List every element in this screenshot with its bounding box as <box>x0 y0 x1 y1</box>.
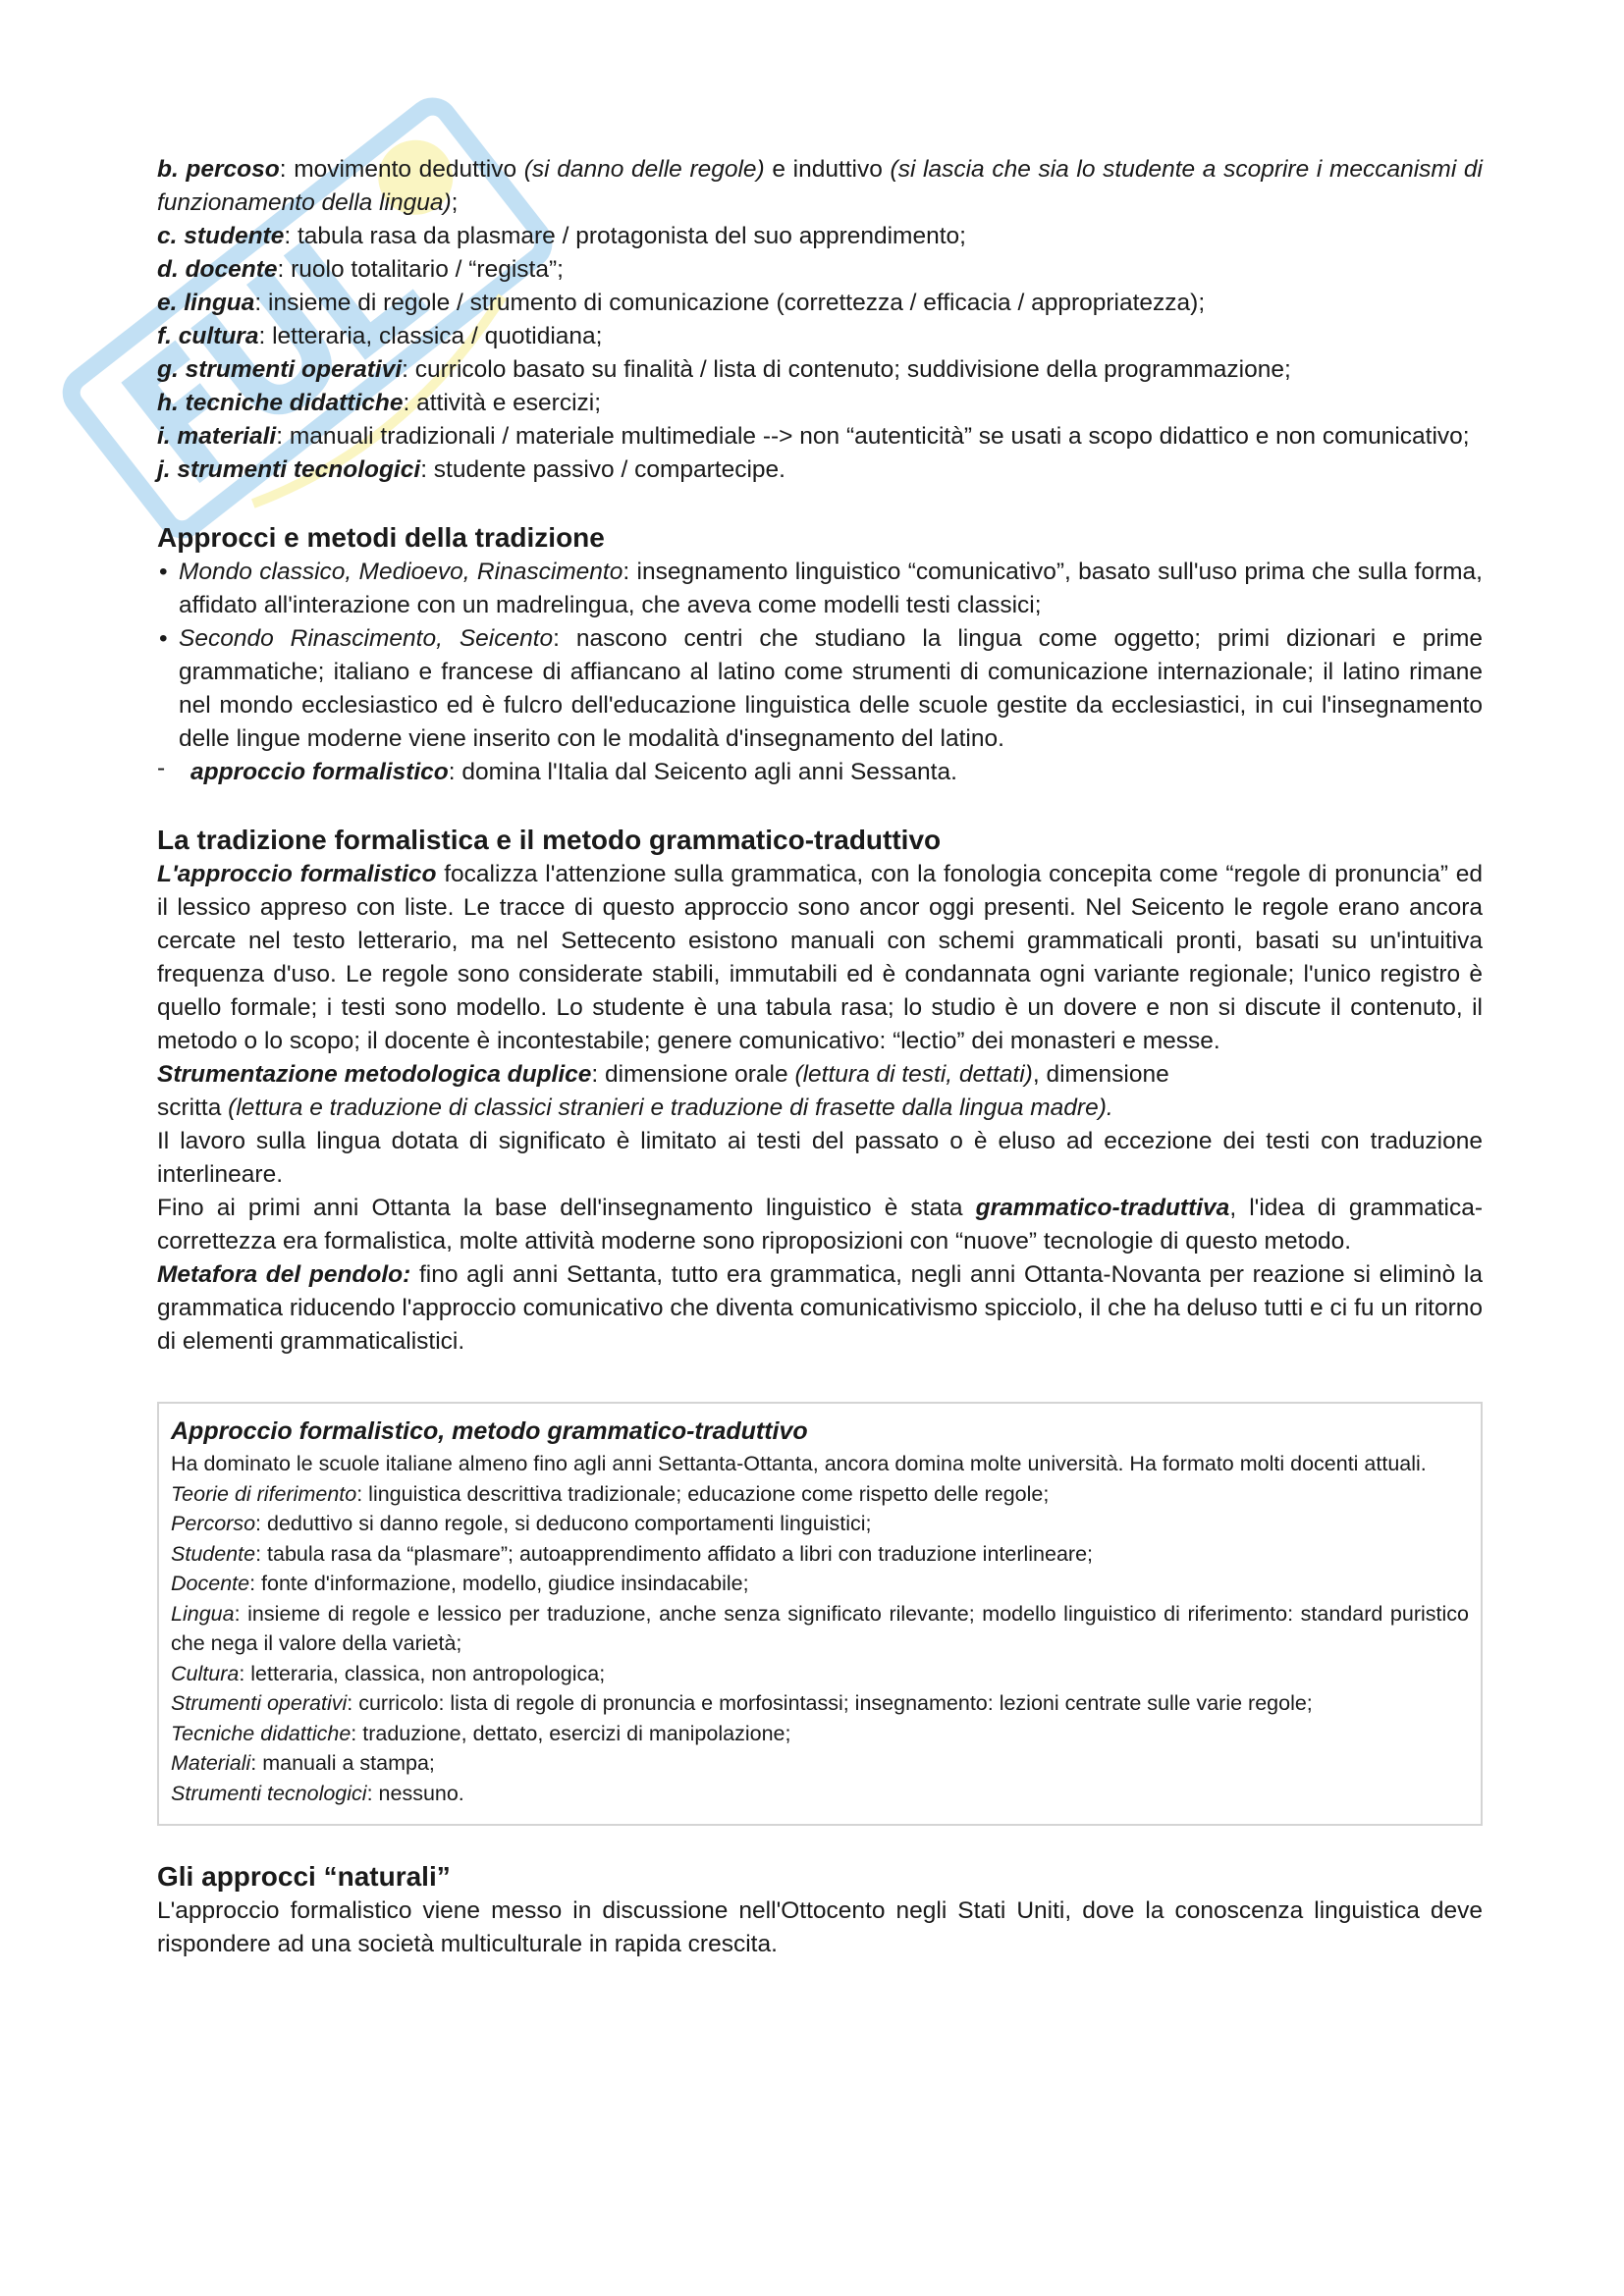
summary-box-intro: Ha dominato le scuole italiane almeno fino agli anni Settanta-Ottanta, ancora domina molte università. Ha formato molti docenti attuali. <box>171 1452 1427 1475</box>
definition-item: b. percoso: movimento deduttivo (si danno delle regole) e induttivo (si lascia che sia lo studente a scoprire i meccanismi di funzionamento della lingua); <box>157 156 1483 216</box>
heading-tradizione-formalistica: La tradizione formalistica e il metodo grammatico-traduttivo <box>157 825 942 855</box>
paragraph-metafora-pendolo: Metafora del pendolo: fino agli anni Settanta, tutto era grammatica, negli anni Ottanta-Novanta per reazione si eliminò la grammatica riducendo l'approccio comunicativo che diventa comunicativismo spicciolo, il che ha deluso tutti e ci fu un ritorno di elementi grammaticalistici. <box>157 1261 1483 1355</box>
tradizione-bullets <box>157 556 1483 756</box>
document-page <box>157 153 1483 1961</box>
summary-box-row: Tecniche didattiche: traduzione, dettato, esercizi di manipolazione; <box>171 1721 791 1745</box>
definition-item: g. strumenti operativi: curricolo basato su finalità / lista di contenuto; suddivisione della programmazione; <box>157 356 1291 383</box>
summary-box-row: Materiali: manuali a stampa; <box>171 1751 435 1775</box>
definition-list <box>157 153 1483 487</box>
summary-box-row: Lingua: insieme di regole e lessico per traduzione, anche senza significato rilevante; modello linguistico di riferimento: standard puristico che nega il valore della varietà; <box>171 1601 1469 1655</box>
definition-item: f. cultura: letteraria, classica / quotidiana; <box>157 323 603 349</box>
definition-item: d. docente: ruolo totalitario / “regista”; <box>157 256 564 283</box>
definition-item: c. studente: tabula rasa da plasmare / protagonista del suo apprendimento; <box>157 223 966 249</box>
heading-approcci-tradizione: Approcci e metodi della tradizione <box>157 522 605 553</box>
bullet-dot: • <box>159 625 168 652</box>
paragraph-ottanta: Fino ai primi anni Ottanta la base dell'insegnamento linguistico è stata grammatico-traduttiva, l'idea di grammatica-correttezza era formalistica, molte attività moderne sono riproposizioni con “nuove” tecnologie di questo metodo. <box>157 1195 1484 1255</box>
paragraph-lavoro-lingua: Il lavoro sulla lingua dotata di significato è limitato ai testi del passato o è eluso ad eccezione dei testi con traduzione interlineare. <box>157 1128 1483 1188</box>
bullet-item: • Mondo classico, Medioevo, Rinascimento: insegnamento linguistico “comunicativo”, basato sull'uso prima che sulla forma, affidato all'interazione con un madrelingua, che aveva come modelli testi classici; <box>157 556 1483 622</box>
paragraph-approccio-formalistico: L'approccio formalistico focalizza l'attenzione sulla grammatica, con la fonologia concepita come “regole di pronuncia” ed il lessico appreso con liste. Le tracce di questo approccio sono ancor oggi presenti. Nel Seicento le regole erano ancora cercate nel testo letterario, ma nel Settecento esistono manuali con schemi grammaticali pronti, basati su un'intuitiva frequenza d'uso. Le regole sono considerate stabili, immutabili ed è condannata ogni variante regionale; l'unico registro è quello formale; i testi sono modello. Lo studente è una tabula rasa; lo studio è un dovere e non si discute il contenuto, il metodo o lo scopo; il docente è incontestabile; genere comunicativo: “lectio” dei monasteri e messe. <box>157 861 1483 1054</box>
heading-approcci-naturali: Gli approcci “naturali” <box>157 1861 451 1892</box>
bullet-item: • Secondo Rinascimento, Seicento: nascono centri che studiano la lingua come oggetto; primi dizionari e prime grammatiche; italiano e francese di affiancano al latino come strumenti di comunicazione internazionale; il latino rimane nel mondo ecclesiastico ed è fulcro dell'educazione linguistica delle scuole gestite da ecclesiastici, in cui l'insegnamento delle lingue moderne viene inserito con le modalità d'insegnamento del latino. <box>157 622 1483 756</box>
summary-box-row: Strumenti tecnologici: nessuno. <box>171 1781 464 1805</box>
summary-box-row: Cultura: letteraria, classica, non antropologica; <box>171 1661 606 1685</box>
summary-box-rows <box>171 1479 1469 1809</box>
summary-box <box>157 1402 1483 1826</box>
summary-box-row: Teorie di riferimento: linguistica descrittiva tradizionale; educazione come rispetto delle regole; <box>171 1481 1050 1506</box>
definition-item: h. tecniche didattiche: attività e esercizi; <box>157 390 602 416</box>
paragraph-strumentazione: Strumentazione metodologica duplice: dimensione orale (lettura di testi, dettati), dimensione scritta (lettura e traduzione di classici stranieri e traduzione di frasette dalla lingua madre). <box>157 1061 1169 1121</box>
summary-box-row: Docente: fonte d'informazione, modello, giudice insindacabile; <box>171 1572 749 1595</box>
definition-item: j. strumenti tecnologici: studente passivo / compartecipe. <box>157 456 785 483</box>
paragraph-approcci-naturali: L'approccio formalistico viene messo in discussione nell'Ottocento negli Stati Uniti, dove la conoscenza linguistica deve rispondere ad una società multiculturale in rapida crescita. <box>157 1897 1483 1957</box>
summary-box-row: Studente: tabula rasa da “plasmare”; autoapprendimento affidato a libri con traduzione interlineare; <box>171 1541 1094 1566</box>
summary-box-title: Approccio formalistico, metodo grammatico-traduttivo <box>171 1417 808 1445</box>
definition-item: i. materiali: manuali tradizionali / materiale multimediale --> non “autenticità” se usati a scopo didattico e non comunicativo; <box>157 423 1470 450</box>
dash-item-approccio-formalistico: - approccio formalistico: domina l'Italia dal Seicento agli anni Sessanta. <box>157 755 957 785</box>
bullet-dot: • <box>159 559 168 585</box>
summary-box-row: Strumenti operativi: curricolo: lista di regole di pronuncia e morfosintassi; insegnamento: lezioni centrate sulle varie regole; <box>171 1691 1313 1715</box>
summary-box-row: Percorso: deduttivo si danno regole, si deducono comportamenti linguistici; <box>171 1512 872 1535</box>
definition-item: e. lingua: insieme di regole / strumento di comunicazione (correttezza / efficacia / appropriatezza); <box>157 290 1206 316</box>
